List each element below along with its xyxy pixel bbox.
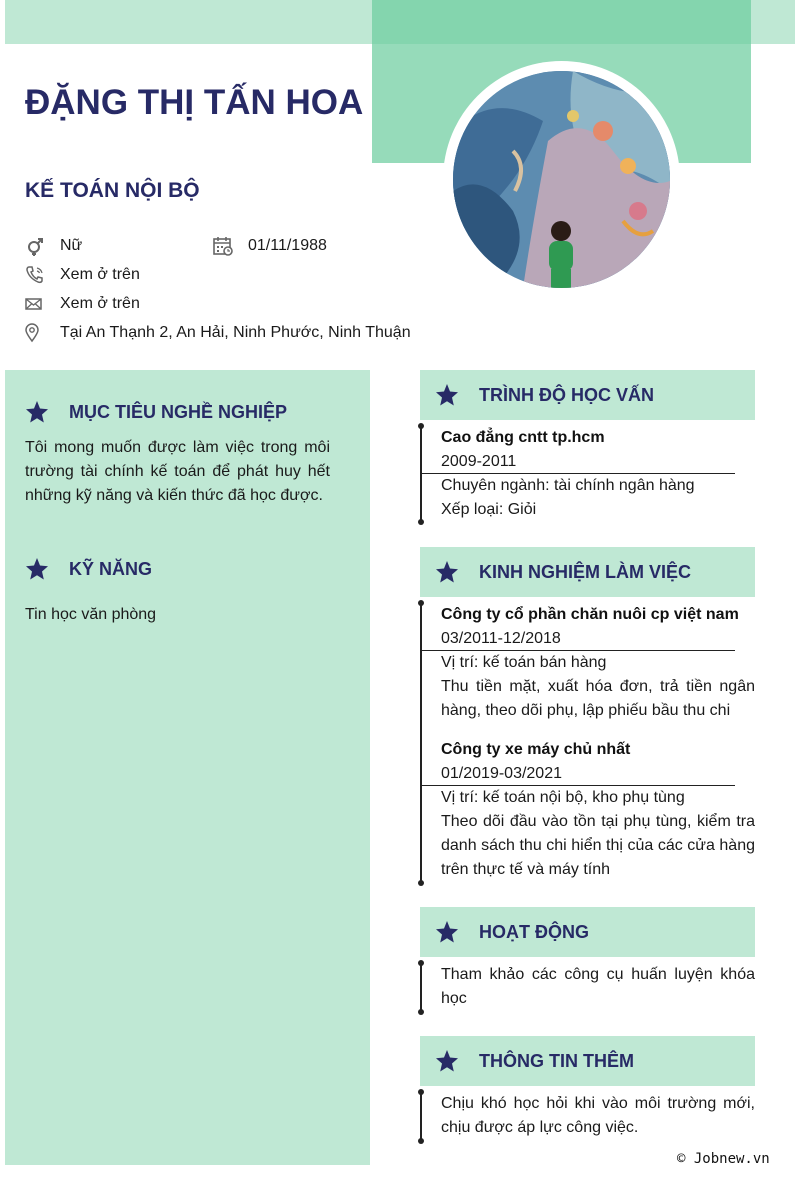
star-icon [435, 383, 459, 407]
career-goal-heading [25, 400, 287, 424]
phone-value: Xem ở trên [60, 266, 140, 283]
star-icon [25, 400, 49, 424]
avatar-illustration [453, 71, 670, 288]
timeline-dot [418, 1009, 424, 1015]
address-value: Tại An Thạnh 2, An Hải, Ninh Phước, Ninh Thuận [60, 324, 411, 341]
timeline-dot [418, 1138, 424, 1144]
timeline-dot [418, 1089, 424, 1095]
avatar [453, 71, 670, 288]
calendar-icon [213, 236, 233, 256]
additional-info-header [420, 1036, 755, 1086]
experience-heading-text: KINH NGHIỆM LÀM VIỆC [479, 561, 692, 582]
career-goal-heading-text: MỤC TIÊU NGHỀ NGHIỆP [69, 401, 288, 422]
experience-period: 03/2011-12/2018 [441, 630, 561, 647]
experience-description: Thu tiền mặt, xuất hóa đơn, trả tiền ngân hàng, theo dõi phụ, lập phiếu bầu thu chi [441, 678, 755, 719]
education-heading [435, 383, 654, 407]
email-value: Xem ở trên [60, 295, 140, 312]
additional-info-heading-text: THÔNG TIN THÊM [479, 1050, 634, 1071]
experience-company: Công ty cổ phần chăn nuôi cp việt nam [441, 606, 739, 623]
timeline-dot [418, 423, 424, 429]
experience-position: Vị trí: kế toán bán hàng [441, 654, 607, 671]
experience-header [420, 547, 755, 597]
activities-timeline [420, 963, 422, 1012]
education-grade: Xếp loại: Giỏi [441, 501, 537, 518]
timeline-dot [418, 880, 424, 886]
skills-heading-text: KỸ NĂNG [69, 558, 153, 579]
footer-copyright[interactable]: © Jobnew.vn [677, 1151, 770, 1167]
gender-icon [25, 236, 45, 256]
career-goal-text: Tôi mong muốn được làm việc trong môi trường tài chính kế toán để phát huy hết những kỹ năng và kiến thức đã học được. [25, 439, 330, 504]
education-school: Cao đẳng cntt tp.hcm [441, 429, 605, 446]
candidate-name: ĐẶNG THỊ TẤN HOA [25, 83, 364, 122]
experience-description: Theo dõi đầu vào tồn tại phụ tùng, kiểm tra danh sách thu chi hiển thị của các cửa hàng trên thực tế và máy tính [441, 813, 755, 878]
gender-row [25, 235, 82, 257]
timeline-dot [418, 960, 424, 966]
phone-icon [25, 265, 45, 285]
experience-position: Vị trí: kế toán nội bộ, kho phụ tùng [441, 789, 685, 806]
star-icon [25, 557, 49, 581]
experience-company: Công ty xe máy chủ nhất [441, 741, 631, 758]
address-row [25, 322, 411, 344]
email-icon [25, 294, 45, 314]
activities-header [420, 907, 755, 957]
activities-heading [435, 920, 589, 944]
education-timeline [420, 426, 422, 522]
birthdate-value: 01/11/1988 [248, 237, 327, 254]
star-icon [435, 1049, 459, 1073]
additional-info-text: Chịu khó học hỏi khi vào môi trường mới, chịu được áp lực công việc. [441, 1095, 755, 1136]
activities-text: Tham khảo các công cụ huấn luyện khóa học [441, 966, 755, 1007]
experience-heading [435, 560, 691, 584]
activities-heading-text: HOẠT ĐỘNG [479, 921, 589, 942]
star-icon [435, 920, 459, 944]
additional-info-timeline [420, 1092, 422, 1141]
education-heading-text: TRÌNH ĐỘ HỌC VẤN [479, 384, 654, 405]
gender-value: Nữ [60, 237, 83, 254]
education-major: Chuyên ngành: tài chính ngân hàng [441, 477, 695, 494]
birthdate-row [213, 235, 327, 257]
experience-period: 01/2019-03/2021 [441, 765, 562, 782]
additional-info-heading [435, 1049, 634, 1073]
skills-text: Tin học văn phòng [25, 606, 157, 623]
location-icon [25, 323, 45, 343]
education-header [420, 370, 755, 420]
timeline-dot [418, 600, 424, 606]
star-icon [435, 560, 459, 584]
skills-heading [25, 557, 152, 581]
education-period: 2009-2011 [441, 453, 517, 470]
phone-row [25, 264, 140, 286]
email-row [25, 293, 140, 315]
experience-timeline [420, 603, 422, 883]
timeline-dot [418, 519, 424, 525]
job-title: KẾ TOÁN NỘI BỘ [25, 179, 200, 202]
